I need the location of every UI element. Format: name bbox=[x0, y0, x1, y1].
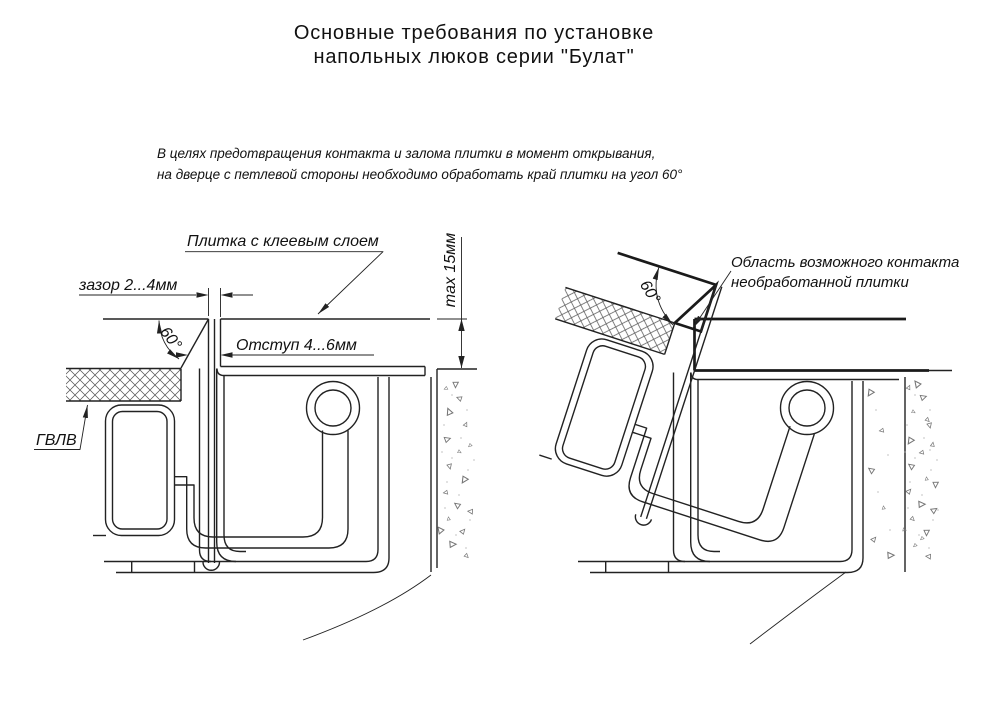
left-dimensions bbox=[34, 233, 467, 450]
left-door bbox=[66, 319, 348, 570]
note-block bbox=[157, 146, 683, 182]
tile-label: Плитка с клеевым слоем bbox=[187, 233, 379, 250]
page-title-line1: Основные требования по установке bbox=[293, 22, 655, 44]
max-height-label: max 15мм bbox=[442, 232, 459, 308]
gvlv-hatch bbox=[66, 369, 181, 402]
right-hinge bbox=[781, 382, 834, 435]
right-frame bbox=[578, 319, 952, 644]
left-view bbox=[34, 233, 477, 640]
contact-label-line2: необработанной плитки bbox=[731, 274, 909, 291]
right-view bbox=[503, 241, 959, 644]
left-frame bbox=[104, 319, 477, 640]
angle-label-right: 60° bbox=[635, 277, 664, 308]
page-title-line2: напольных люков серии "Булат" bbox=[313, 46, 635, 68]
title-block bbox=[294, 22, 654, 68]
offset-label: Отступ 4...6мм bbox=[236, 337, 357, 354]
concrete-texture bbox=[866, 380, 939, 560]
concrete-texture bbox=[438, 380, 475, 559]
contact-label-line1: Область возможного контакта bbox=[731, 254, 960, 271]
note-line2: на дверце с петлевой стороны необходимо обработать край плитки на угол 60° bbox=[157, 167, 683, 182]
note-line1: В целях предотвращения контакта и залома плитки в момент открывания, bbox=[157, 146, 656, 161]
left-hinge bbox=[307, 382, 360, 435]
gap-label: зазор 2...4мм bbox=[79, 277, 178, 294]
right-annotations bbox=[612, 254, 959, 328]
angle-label-left: 60° bbox=[156, 323, 185, 354]
board-label: ГВЛВ bbox=[36, 432, 77, 449]
